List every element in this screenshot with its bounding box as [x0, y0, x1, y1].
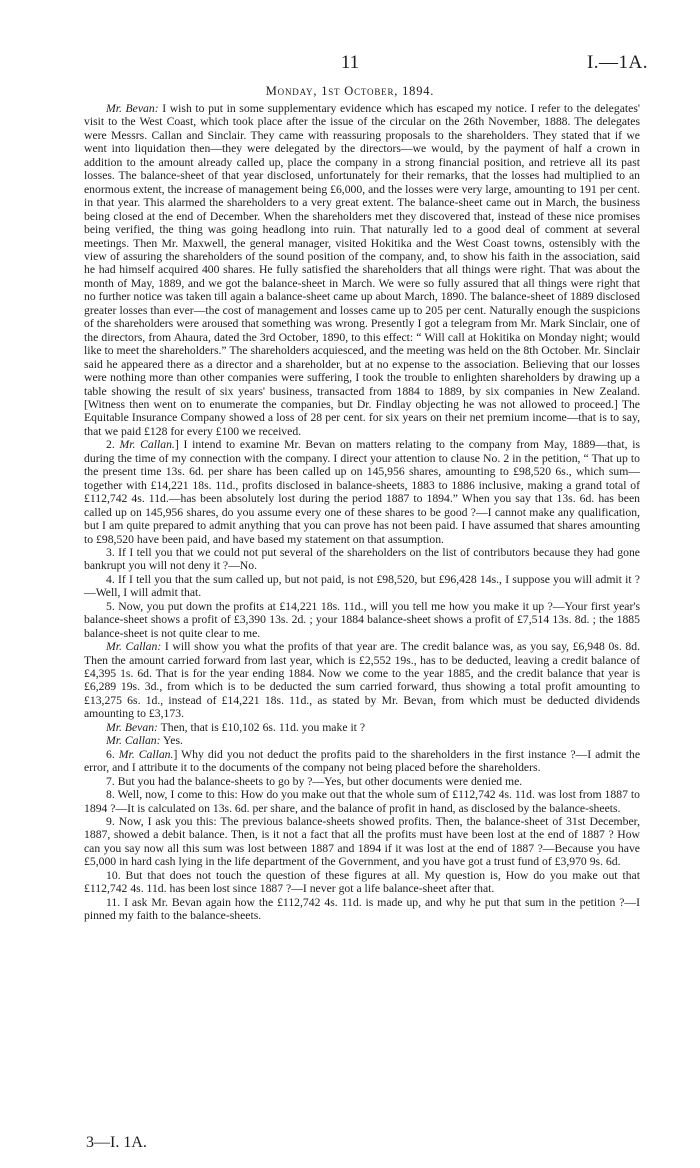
speaker-label: Mr. Bevan: [106, 720, 158, 734]
evidence-paragraph [84, 788, 640, 815]
paragraph-text: 9. Now, I ask you this: The previous balance-sheets showed profits. Then, the balance-sheet of 31st December, 1887, showed a debit balance. Then, is it not a fact that all the profits must have been lost at the end of 1887 ? How can you say now all this sum was lost between 1887 and 1894 if it was lost at the end of 1887 ?—Because you have £5,000 in hard cash lying in the life department of the Government, and you have got a trust fund of £3,970 9s. 6d. [84, 815, 640, 869]
evidence-paragraph [84, 896, 640, 923]
speaker-label: Mr. Bevan: [106, 102, 159, 115]
paragraph-text: 3. If I tell you that we could not put several of the shareholders on the list of contributors because they had gone bankrupt you will not deny it ?—No. [84, 545, 640, 573]
paragraph-text: 7. But you had the balance-sheets to go by ?—Yes, but other documents were denied me. [106, 774, 523, 788]
paragraph-text: I intend to examine Mr. Bevan on matters relating to the company from May, 1889—that, is during the time of my connection with the company. I direct your attention to clause No. 2 in the petition, “ That up to the present time 13s. 6d. per share has been called up on 145,956 shares, amounting to £98,520 6s., which sum—together with £14,221 18s. 11d., profits disclosed in balance-sheets, 1883 to 1886 inclusive, making a grand total of £112,742 4s. 11d.—has been absolutely lost during the period 1887 to 1894.” When you say that 13s. 6d. has been called up on 145,956 shares, do you assume every one of these shares to be good ?—I cannot make any qualification, but I am quite prepared to admit anything that you can prove has not been paid. I have assumed that shares amounting to £98,520 have been paid, and have based my statement on that assumption. [84, 438, 641, 546]
footer-signature-mark: 3—I. 1A. [86, 1134, 147, 1151]
evidence-paragraph [84, 573, 640, 600]
speaker-label: 2. Mr. Callan.] [106, 438, 179, 452]
page-number: 11 [340, 52, 360, 73]
evidence-paragraph [84, 775, 640, 788]
paragraph-text: Yes. [160, 734, 183, 748]
evidence-paragraph [84, 748, 640, 775]
paragraph-text: 5. Now, you put down the profits at £14,221 18s. 11d., will you tell me how you make it up ?—Your first year's balance-sheet shows a profit of £3,390 13s. 2d. ; your 1884 balance-sheet shows a profit of £7,514 13s. 8d. ; the 1885 balance-sheet is not quite clear to me. [84, 599, 640, 640]
evidence-paragraph [84, 438, 640, 546]
paragraph-text: 10. But that does not touch the question of these figures at all. My question is, How do you make out that £112,742 4s. 11d. has been lost since 1887 ?—I never got a life balance-sheet after that. [84, 868, 640, 896]
paragraph-text: I will show you what the profits of that year are. The credit balance was, as you say, £6,948 0s. 8d. Then the amount carried forward from last year, which is £2,552 19s., has to be deducted, leaving a credit balance of £4,395 1s. 6d. That is for the year ending 1884. Now we come to the year 1885, and the credit balance that year is £6,289 19s. 3d., from which is to be deducted the sum carried forward, thus showing a total profit amounting to £13,275 6s. 1d., instead of £14,221 18s. 11d., as stated by Mr. Bevan, from which must be deducted dividends amounting to £3,173. [84, 640, 640, 721]
paragraph-text: 8. Well, now, I come to this: How do you make out that the whole sum of £112,742 4s. 11d. was lost from 1887 to 1894 ?—It is calculated on 13s. 6d. per share, and the balance of profit in hand, as disclosed by the balance-sheets. [84, 788, 640, 815]
page-header [0, 52, 700, 76]
evidence-paragraph [84, 546, 640, 573]
speaker-label: 6. Mr. Callan.] [106, 747, 178, 761]
evidence-paragraph [84, 815, 640, 869]
paragraph-text: 11. I ask Mr. Bevan again how the £112,742 4s. 11d. is made up, and why he put that sum in the petition ?—I pinned my faith to the balance-sheets. [84, 895, 640, 923]
paragraph-text: I wish to put in some supplementary evidence which has escaped my notice. I refer to the delegates' visit to the West Coast, which took place after the issue of the circular on the 26th November, 1888. The delegates were Messrs. Callan and Sinclair. They came with reassuring proposals to the shareholders. They stated that if we went into liquidation then—they were delegated by the directors—we would, by the payment of half a crown in addition to the amount already called up, place the company in a strong financial position, and retrieve all its past losses. The balance-sheet of that year disclosed, unfortunately for their remarks, that the losses had multiplied to an enormous extent, the increase of management being £6,000, and the losses were very large, amounting to 191 per cent. in that year. This alarmed the shareholders to a very great extent. The balance-sheet came out in March, the business being closed at the end of December. When the shareholders met they discovered that, instead of these nice promises being verified, the thing was going headlong into ruin. That naturally led to a good deal of comment at several meetings. Then Mr. Maxwell, the general manager, visited Hokitika and the West Coast towns, ostensibly with the view of assuring the shareholders of the sound position of the company, and, to show his faith in the association, said he had himself acquired 400 shares. He fully satisfied the shareholders that all things were right. That was about the month of May, 1889, and we got the balance-sheet in March. We were so fully assured that all things were right that no further notice was taken till again a balance-sheet came up about March, 1890. The balance-sheet of 1889 disclosed greater losses than ever—the cost of management and losses came up to 205 per cent. Naturally enough the suspicions of the shareholders were aroused that something was wrong. Presently I got a telegram from Mr. Mark Sinclair, one of the directors, from Ahaura, dated the 3rd October, 1890, to this effect: “ Will call at Hokitika on Monday night; would like to meet the shareholders.” The shareholders acquiesced, and the meeting was held on the 8th October. Mr. Sinclair said he appeared there as a director and a shareholder, but at no expense to the association. Believing that our losses were nothing more than other companies were suffering, I took the trouble to enlighten shareholders by drawing up a table showing the result of six years' business, transacted from 1884 to 1889, by six companies in New Zealand. [Witness then went on to enumerate the companies, but Dr. Findlay objecting he was not allowed to proceed.] The Equitable Insurance Company showed a loss of 28 per cent. for six years on their net premium income—that is to say, that we paid £128 for every £100 we received. [84, 102, 640, 438]
paragraph-text: 4. If I tell you that the sum called up, but not paid, is not £98,520, but £96,428 14s., I suppose you will admit it ?—Well, I will admit that. [84, 572, 640, 600]
evidence-paragraph [84, 734, 640, 747]
evidence-paragraph [84, 600, 640, 640]
evidence-paragraph [84, 721, 640, 734]
paragraph-text: Why did you not deduct the profits paid to the shareholders in the first instance ?—I admit the error, and I attribute it to the documents of the company not being placed before the shareholders. [84, 747, 641, 775]
evidence-body [84, 102, 640, 923]
evidence-paragraph [84, 640, 640, 721]
paragraph-text: Then, that is £10,102 6s. 11d. you make it ? [157, 720, 366, 734]
parliamentary-reference: I.—1A. [586, 52, 648, 73]
evidence-paragraph [84, 102, 640, 438]
date-heading: Monday, 1st October, 1894. [265, 84, 435, 98]
speaker-label: Mr. Callan: [106, 640, 162, 654]
speaker-label: Mr. Callan: [106, 734, 161, 748]
evidence-paragraph [84, 869, 640, 896]
